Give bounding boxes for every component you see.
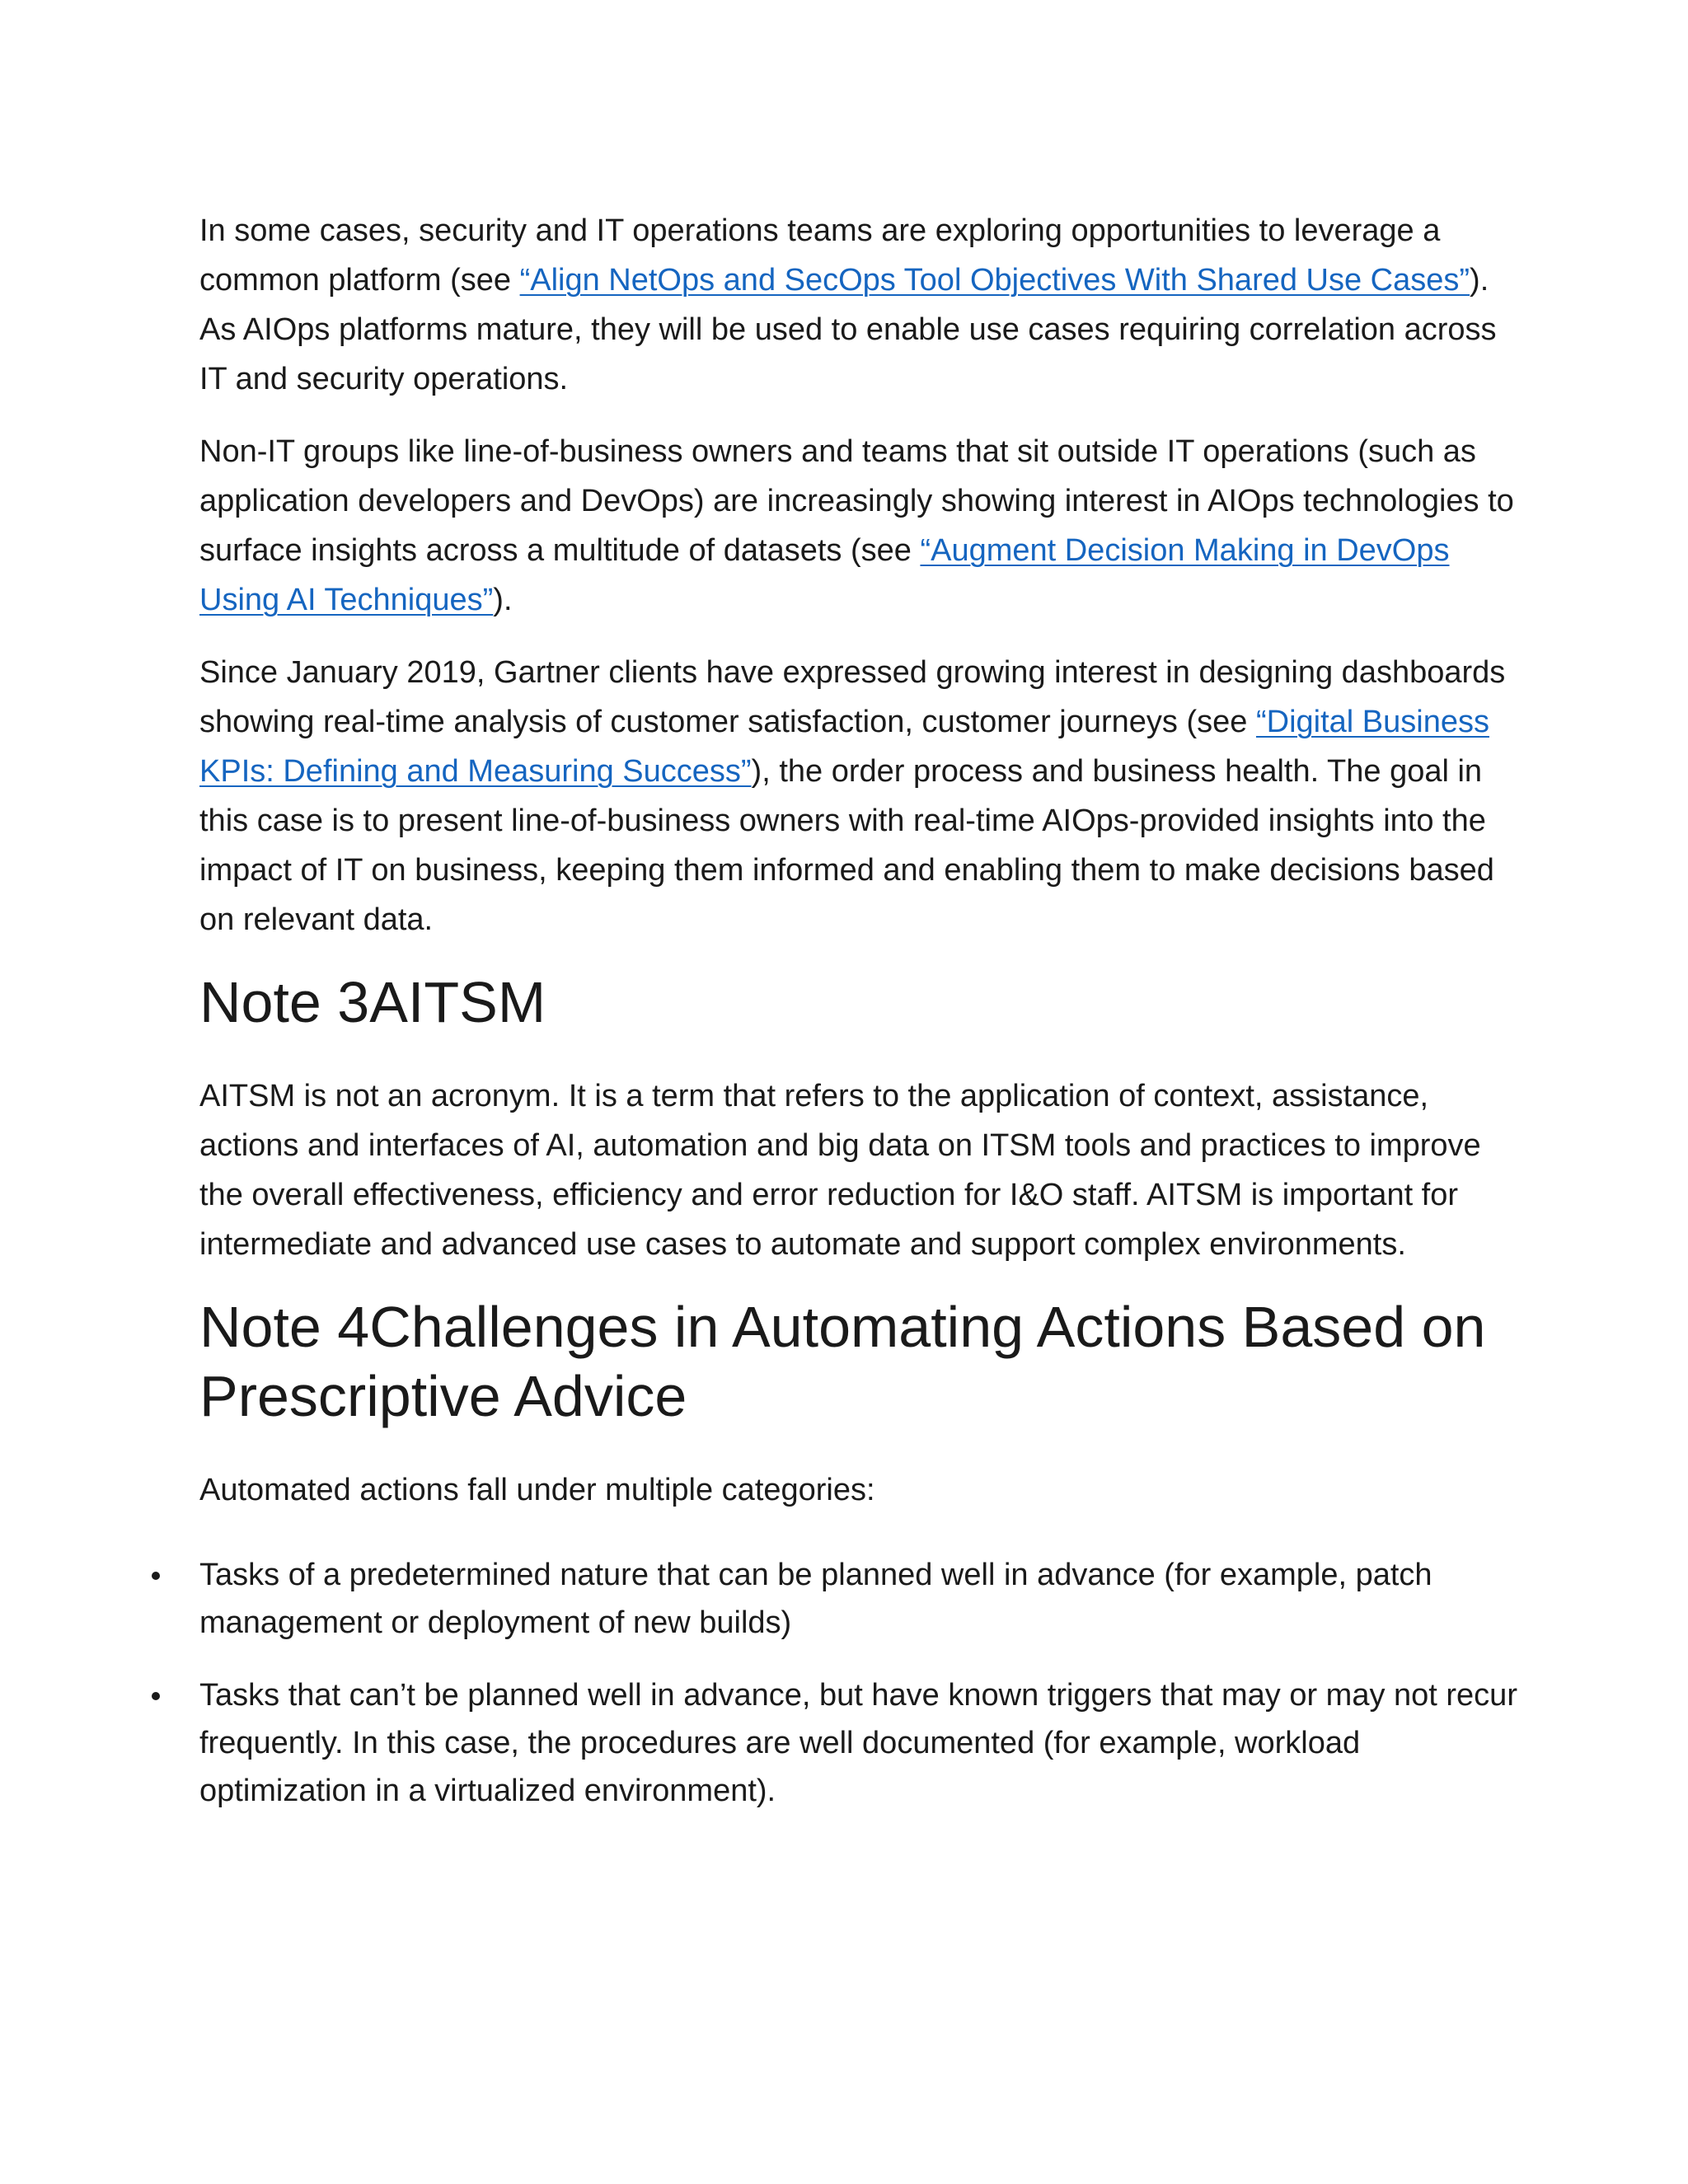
- bullet-icon: [152, 1692, 160, 1700]
- link-align-netops-secops[interactable]: “Align NetOps and SecOps Tool Objectives With Shared Use Cases”: [519, 263, 1470, 298]
- note4-heading: Note 4Challenges in Automating Actions Based on Prescriptive Advice: [199, 1295, 1486, 1428]
- paragraph-text: ). As AIOps platforms mature, they will be used to enable use cases requiring correlation across IT and security operations.: [199, 263, 1497, 396]
- list-item-text: Tasks that can’t be planned well in advance, but have known triggers that may or may not recur frequently. In this case, the procedures are well documented (for example, workload optimization in a virtualized environment).: [199, 1678, 1517, 1808]
- link-augment-decision-making[interactable]: “Augment Decision Making in DevOps Using AI Techniques”: [199, 533, 1450, 617]
- document-page: [199, 206, 1518, 1840]
- paragraph-text: ), the order process and business health. The goal in this case is to present line-of-business owners with real-time AIOps-provided insights into the impact of IT on business, keeping them informed and enabling them to make decisions based on relevant data.: [199, 754, 1494, 937]
- note4-intro: Automated actions fall under multiple categories:: [199, 1473, 875, 1507]
- paragraph-text: ).: [493, 583, 513, 617]
- paragraph-text: Non-IT groups like line-of-business owners and teams that sit outside IT operations (such as application developers and DevOps) are increasingly showing interest in AIOps technologies to surface insights across a multitude of datasets (see: [199, 434, 1514, 568]
- paragraph-dashboards: [199, 648, 1518, 944]
- note3-body: AITSM is not an acronym. It is a term that refers to the application of context, assistance, actions and interfaces of AI, automation and big data on ITSM tools and practices to improve the overall effectiveness, efficiency and error reduction for I&O staff. AITSM is important for intermediate and advanced use cases to automate and support complex environments.: [199, 1079, 1481, 1262]
- note3-heading: Note 3AITSM: [199, 970, 546, 1034]
- bullet-icon: [152, 1572, 160, 1580]
- list-item-text: Tasks of a predetermined nature that can be planned well in advance (for example, patch management or deployment of new builds): [199, 1558, 1432, 1640]
- automation-categories-list: [199, 1551, 1518, 1815]
- list-item: [199, 1671, 1518, 1815]
- paragraph-shared-platform: [199, 206, 1518, 404]
- paragraph-text: Since January 2019, Gartner clients have expressed growing interest in designing dashboards showing real-time analysis of customer satisfaction, customer journeys (see: [199, 655, 1506, 739]
- paragraph-non-it-groups: [199, 427, 1518, 625]
- link-digital-business-kpis[interactable]: “Digital Business KPIs: Defining and Measuring Success”: [199, 705, 1489, 789]
- paragraph-text: In some cases, security and IT operations teams are exploring opportunities to leverage a common platform (see: [199, 213, 1441, 298]
- list-item: [199, 1551, 1518, 1647]
